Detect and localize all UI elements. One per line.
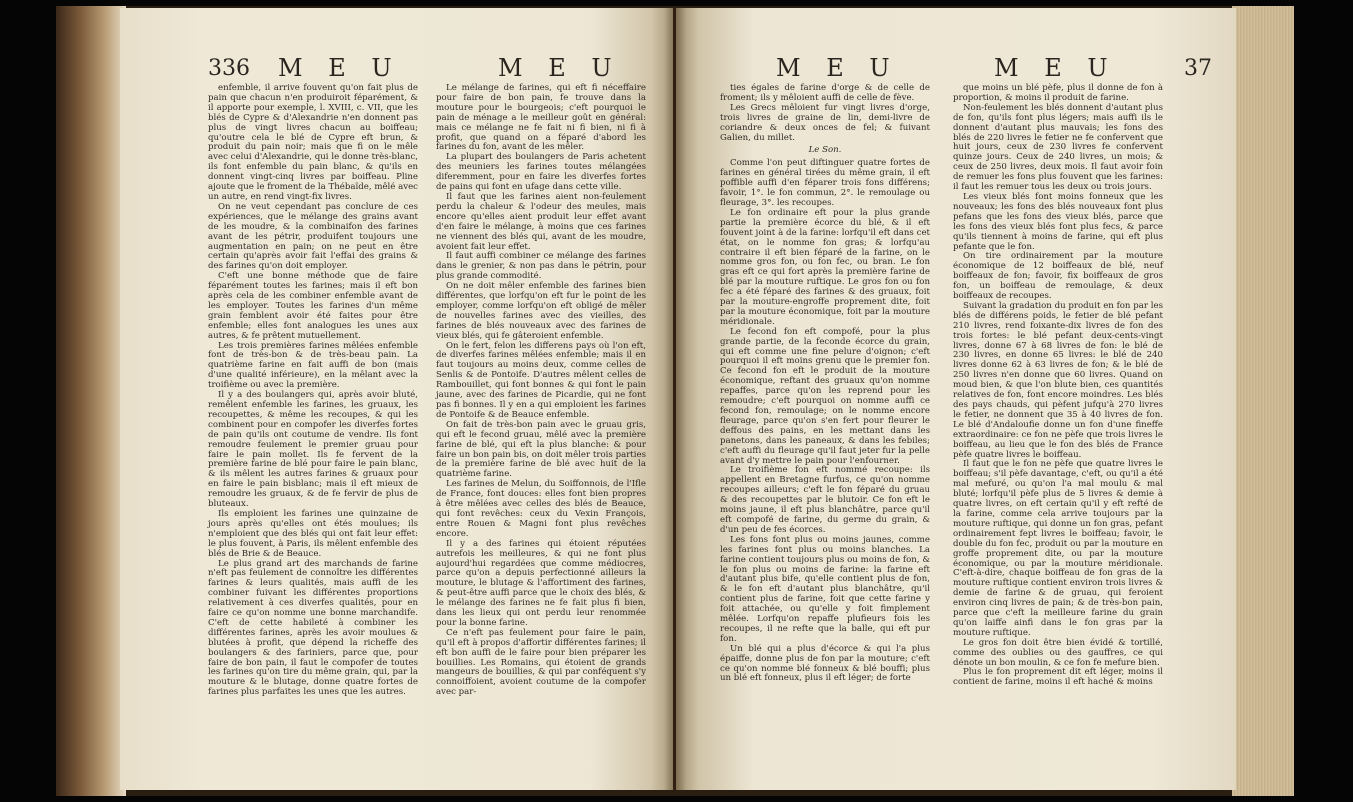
paragraph: La plupart des boulangers de Paris achetent des meuniers les farines toutes mélangées diferemment, pour en faire les diverfes fortes de pains qui font en ufage dans cette ville. [436,152,646,193]
paragraph: Les farines de Melun, du Soiffonnois, de l'Ifle de France, font douces: elles font bien propres à être mêlées avec celles des blés de Beauce, qui font revêches: ceux du Vexin François, entre Rouen & Magni font plus revêches encore. [436,479,646,539]
paragraph: On tire ordinairement par la mouture économique de 12 boiffeaux de blé, neuf boiffeaux de fon; favoir, fix boiffeaux de gros fon, un boiffeau de remoulage, & deux boiffeaux de recoupes. [953,251,1163,302]
paragraph: Il y a des farines qui étoient réputées autrefois les meilleures, & qui ne font plus aujourd'hui regardées que comme médiocres, parce qu'on a depuis perfectionné ailleurs la mouture, le blutage & l'affortiment des farines, & peut-être auffi parce que le choix des blés, & le mélange des farines ne fe fait plus fi bien, dans les lieux qui ont perdu leur renommée pour la bonne farine. [436,538,646,628]
right-page-header [676,54,1236,84]
paragraph: Suivant la gradation du produit en fon par les blés de différens poids, le fetier de blé pefant 210 livres, rend foixante-dix livres de fon des trois fortes: le blé pefant deux-cents-vingt livres, donne 67 à 68 livres de fon: le blé de 230 livres, en donne 65 livres: le blé de 240 livres donne 62 à 63 livres de fon; & le blé de 250 livres n'en donne que 60 livres. Quand on moud bien, & que l'on blute bien, ces quantités relatives de fon, font encore moindres. Les blés des pays chauds, qui pèfent jufqu'à 270 livres le fetier, ne donnent que 35 à 40 livres de fon. Le blé d'Andaloufie donne un fon d'une fineffe extraordinaire: ce fon ne pèfe que trois livres le boiffeau, au lieu que le fon des blés de France pèfe quatre livres le boiffeau. [953,300,1163,460]
paragraph: Le fon ordinaire eft pour la plus grande partie la première écorce du blé, & il eft fouvent joint à de la farine: lorfqu'il eft dans cet état, on le nomme fon gras; & lorfqu'au contraire il eft bien féparé de la farine, on le nomme gros fon, ou fon fec, ou bran. Le fon gras eft ce qui fort après la première farine de blé par la mouture ruftique. Le gros fon ou fon fec a été féparé des farines & des gruaux, foit par la mouture-engroffe proprement dite, foit par la mouture économique, foit par la mouture méridionale. [720,207,930,327]
paragraph: Ce n'eft pas feulement pour faire le pain, qu'il eft à propos d'affortir différentes farines; il eft bon auffi de le faire pour bien préparer les bouillies. Les Romains, qui étoient de grands mangeurs de bouillies, & qui par conféquent s'y connoiffoient, avoient coutume de la compofer avec par- [436,627,646,698]
paragraph: Comme l'on peut diftinguer quatre fortes de farines en général tirées du même grain, il eft poffible auffi d'en féparer trois fons différens; favoir, 1°. le fon commun, 2°. le remoulage ou fleurage, 3°. les recoupes. [720,158,930,208]
left-page-column-1 [208,84,418,698]
left-page [120,8,673,790]
right-page-column-1 [720,84,930,684]
page-number-right: 37 [1184,56,1212,81]
left-page-column-2 [436,84,646,698]
paragraph: On ne doit mêler enfemble des farines bien différentes, que lorfqu'on eft fur le point de les employer, comme lorfqu'on eft obligé de mêler de nouvelles farines avec des vieilles, des farines de blés nouveaux avec des farines de vieux blés, qui fe gâteroient enfemble. [436,281,646,341]
paragraph: Il y a des boulangers qui, après avoir bluté, remêlent enfemble les farines, les gruaux, les recoupettes, & même les recoupes, & qui les combinent pour en compofer les diverfes fortes de pain qu'ils ont coutume de vendre. Ils font remoudre feulement le premier gruau pour faire le pain mollet. Ils fe fervent de la première farine de blé pour faire le pain blanc, & ils mêlent les autres farines & gruaux pour en faire le pain bisblanc; mais il eft mieux de remoudre les gruaux, & de fe fervir de plus de bluteaux. [208,390,418,510]
paragraph: Les fons font plus ou moins jaunes, comme les farines font plus ou moins blanches. La farine contient toujours plus ou moins de fon, & le fon plus ou moins de farine: la farine eft d'autant plus bife, qu'elle contient plus de fon, & le fon eft d'autant plus blanchâtre, qu'il contient plus de farine, foit que cette farine y foit attachée, ou qu'elle y foit fimplement mêlée. Lorfqu'on repaffe plufieurs fois les recoupes, il ne refte que la balle, qui eft pur fon. [720,534,930,644]
running-head-right-1: M E U [776,54,899,82]
paragraph: Les trois premières farines mêlées enfemble font de très-bon & de très-beau pain. La quatrième farine en fait auffi de bon (mais d'une qualité inférieure), en la mêlant avec la troifième ou avec la première. [208,340,418,391]
book-left-edge [56,6,126,796]
paragraph: Non-feulement les blés donnent d'autant plus de fon, qu'ils font plus légers; mais auffi ils le donnent d'autant plus mauvais; les fons des blés de 220 livres le fetier ne fe confervent que huit jours, ceux de 230 livres fe confervent quinze jours. Ceux de 240 livres, un mois; & ceux de 250 livres, deux mois. Il faut avoir foin de remuer les fons plus fouvent que les farines: il faut les remuer tous les deux ou trois jours. [953,102,1163,193]
paragraph: Il faut que les farines aient non-feulement perdu la chaleur & l'odeur des meules, mais encore qu'elles aient produit leur effet avant d'en faire le mélange, à moins que ces farines ne viennent des blés qui, avant de les moudre, avoient fait leur effet. [436,191,646,252]
paragraph: Un blé qui a plus d'écorce & qui l'a plus épaiffe, donne plus de fon par la mouture; c'eft ce qu'on nomme blé fonneux & blé bouffi; plus un blé eft fonneux, plus il eft léger; de forte [720,643,930,684]
paragraph: Il faut que le fon ne pèfe que quatre livres le boiffeau; s'il pèfe davantage, c'eft, ou qu'il a été mal mefuré, ou qu'on l'a mal moulu & mal bluté; lorfqu'il pèfe plus de 5 livres & demie à quatre livres, on eft certain qu'il y eft refté de la farine, comme cela arrive toujours par la mouture ruftique, qui donne un fon gras, pefant ordinairement fept livres le boiffeau; favoir, le double du fon fec, produit ou par la mouture en groffe proprement dite, ou par la mouture économique, ou par la mouture méridionale. C'eft-à-dire, chaque boiffeau de fon gras de la mouture ruftique contient environ trois livres & demie de farine & de gruau, qui feroient environ cinq livres de pain; & de très-bon pain, parce que c'eft la meilleure farine du grain qu'on laiffe ainfi dans le fon gras par la mouture ruftique. [953,459,1163,638]
paragraph: On le fert, felon les differens pays où l'on eft, de diverfes farines mêlées enfemble; mais il en faut toujours au moins deux, comme celles de Senlis & de Pontoife. D'autres mêlent celles de Rambouillet, qui font bonnes & qui font le pain jaune, avec des farines de Picardie, qui ne font pas fi bonnes. Il y en a qui emploient les farines de Pontoife & de Beauce enfemble. [436,340,646,420]
running-head-right-2: M E U [994,54,1117,82]
right-page [676,8,1236,790]
paragraph: ties égales de farine d'orge & de celle de froment; ils y mêloient auffi de celle de fève. [720,83,930,103]
paragraph: Plus le fon proprement dit eft léger, moins il contient de farine, moins il eft haché & moins [953,667,1163,688]
running-head-left-1: M E U [278,54,401,82]
section-heading: Le Son. [808,145,842,156]
paragraph: Ils emploient les farines une quinzaine de jours après qu'elles ont étés moulues; ils n'emploient que des blés qui ont fait leur effet: le plus fouvent, à Paris, ils mêlent enfemble des blés de Brie & de Beauce. [208,508,418,559]
paragraph: Le plus grand art des marchands de farine n'eft pas feulement de connoître les différentes farines & leurs qualités, mais auffi de les combiner fuivant les différentes proportions relativement à ces diverfes qualités, pour en faire ce qu'on nomme une bonne marchandife. C'eft de cette habileté à combiner les différentes farines, après les avoir moulues & blutées à profit, que dépend la richeffe des boulangers & des fariniers, parce que, pour faire de bon pain, il faut le compofer de toutes les farines qu'on tire du même grain, qui, par la mouture & le blutage, donne quatre fortes de farines plus parfaites les unes que les autres. [208,558,418,698]
book-gutter [664,8,686,790]
paragraph: Le gros fon doit être bien évidé & tortillé, comme des oublies ou des gauffres, ce qui dénote un bon moulin, & ce fon fe mefure bien. [953,637,1163,668]
paragraph: On ne veut cependant pas conclure de ces expériences, que le mélange des grains avant de les moudre, & la combinaifon des farines avant de les pétrir, produifent toujours une augmentation en pain; on ne peut en être certain qu'après avoir fait l'effai des grains & des farines qu'on doit employer. [208,201,418,272]
paragraph: que moins un blé pèfe, plus il donne de fon à proportion, & moins il produit de farine. [953,83,1163,103]
left-page-header [120,54,673,84]
paragraph: Les vieux blés font moins fonneux que les nouveaux; les fons des blés nouveaux font plus pefans que les fons des vieux blés, parce que les fons des vieux blés font plus fecs, & parce qu'ils tiennent à moins de farine, qui eft plus pefante que le fon. [953,191,1163,252]
book-page-edges [1232,6,1294,796]
paragraph: Le troifième fon eft nommé recoupe: ils appellent en Bretagne furfus, ce qu'on nomme recoupes ailleurs; c'eft le fon féparé du gruau & des recoupettes par le blutoir. Ce fon eft le moins jaune, il eft plus blanchâtre, parce qu'il eft compofé de farine, du germe du grain, & d'un peu de fes écorces. [720,465,930,535]
page-number-left: 336 [208,56,250,81]
paragraph: On fait de très-bon pain avec le gruau gris, qui eft le fecond gruau, mêlé avec la première farine de blé, qui eft la plus blanche: & pour faire un bon pain bis, on doit mêler trois parties de la première farine de blé avec huit de la quatrième farine. [436,419,646,480]
running-head-left-2: M E U [498,54,621,82]
paragraph: enfemble, il arrive fouvent qu'on fait plus de pain que chacun n'en produiroit féparément, & il apporte pour exemple, l. XVIII, c. VII, que les blés de Cypre & d'Alexandrie n'en donnent pas plus de vingt livres chacun au boiffeau; qu'outre cela le blé de Cypre eft brun, & produit du pain noir; mais que fi on le mêle avec celui d'Alexandrie, qui le donne très-blanc, ils font enfemble du pain blanc, & qu'ils en donnent vingt-cinq livres par boiffeau. Pline ajoute que le froment de la Thébaïde, mêlé avec un autre, en rend vingt-fix livres. [208,83,418,202]
paragraph: Le mélange de farines, qui eft fi néceffaire pour faire de bon pain, fe trouve dans la mouture pour le bourgeois; c'eft pourquoi le pain de ménage a le meilleur goût en général: mais ce mélange ne fe fait ni fi bien, ni fi à profit, que quand on a féparé d'abord les farines du fon, avant de les mêler. [436,83,646,153]
paragraph: C'eft une bonne méthode que de faire féparément toutes les farines; mais il eft bon après cela de les combiner enfemble avant de les employer. Toutes les farines d'un même grain femblent avoir été faites pour être enfemble; elles font analogues les unes aux autres, & fe prêtent mutuellement. [208,271,418,341]
right-page-column-2 [953,84,1163,688]
paragraph: Le fecond fon eft compofé, pour la plus grande partie, de la feconde écorce du grain, qui eft comme une fine pelure d'oignon; c'eft pourquoi il eft moins grenu que le premier fon. Ce fecond fon eft le produit de la mouture économique, reftant des gruaux qu'on nomme repaffes, parce qu'on les reprend pour les remoudre; c'eft pourquoi on nomme auffi ce fecond fon, remoulage; on le nomme encore fleurage, parce qu'on s'en fert pour fleurer le deffous des pains, en les mettant dans les panetons, dans les paneaux, & dans les febiles; c'eft auffi du fleurage qu'il faut jeter fur la pelle avant d'y mettre le pain pour l'enfourner. [720,326,930,466]
paragraph: Les Grecs mêloient fur vingt livres d'orge, trois livres de graine de lin, demi-livre de coriandre & deux onces de fel; & fuivant Galien, du millet. [720,102,930,143]
paragraph: Il faut auffi combiner ce mélange des farines dans le grenier, & non pas dans le pétrin, pour plus grande commodité. [436,251,646,282]
